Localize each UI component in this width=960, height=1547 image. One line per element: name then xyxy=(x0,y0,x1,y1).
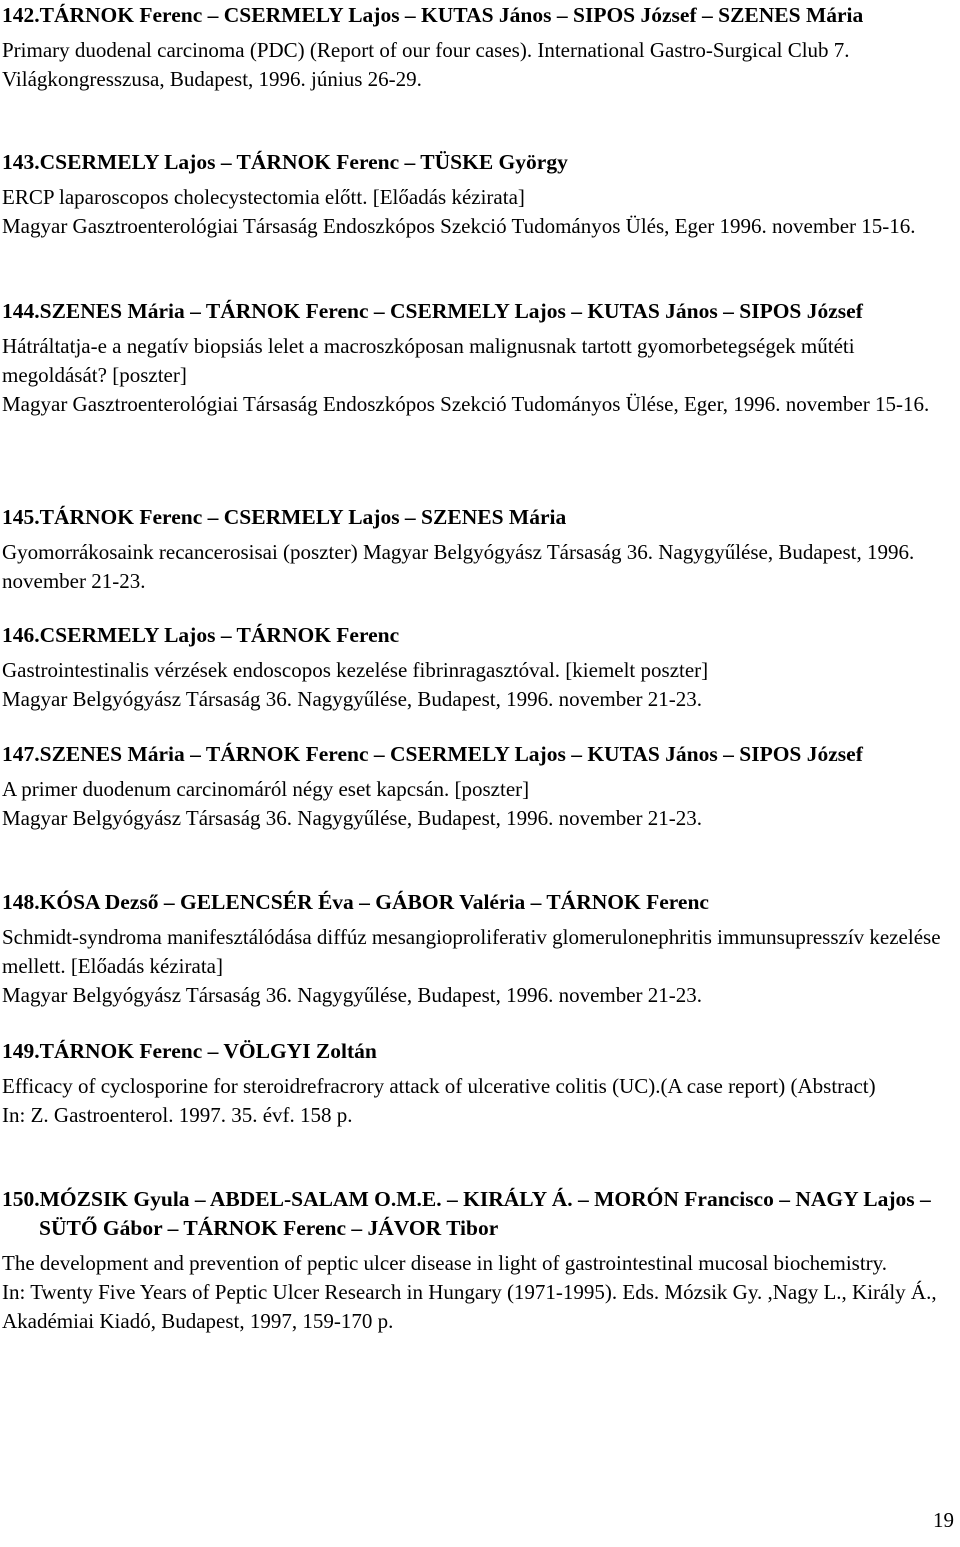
entry-authors: 142.TÁRNOK Ferenc – CSERMELY Lajos – KUTAS János – SIPOS József – SZENES Mária xyxy=(2,3,864,27)
entry-venue: Magyar Gasztroenterológiai Társaság Endoszkópos Szekció Tudományos Ülése, Eger, 1996. november 15-16. xyxy=(2,392,930,416)
entry-authors: 148.KÓSA Dezső – GELENCSÉR Éva – GÁBOR Valéria – TÁRNOK Ferenc xyxy=(2,890,709,914)
entry-venue: Magyar Belgyógyász Társaság 36. Nagygyűlése, Budapest, 1996. november 21-23. xyxy=(2,806,703,830)
entry-authors: 147.SZENES Mária – TÁRNOK Ferenc – CSERMELY Lajos – KUTAS János – SIPOS József xyxy=(2,742,863,766)
entry-authors: 150.MÓZSIK Gyula – ABDEL-SALAM O.M.E. – KIRÁLY Á. – MORÓN Francisco – NAGY Lajos – SÜTŐ Gábor – TÁRNOK Ferenc – JÁVOR Tibor xyxy=(2,1187,931,1240)
entry-title: Gyomorrákosaink recancerosisai (poszter) Magyar Belgyógyász Társaság 36. Nagygyűlése, Budapest, 1996. november 21-23. xyxy=(2,540,915,593)
page-number: 19 xyxy=(933,1508,954,1532)
bibliography-entry-148 xyxy=(2,888,957,1010)
entry-venue: Magyar Belgyógyász Társaság 36. Nagygyűlése, Budapest, 1996. november 21-23. xyxy=(2,983,703,1007)
entry-title: ERCP laparoscopos cholecystectomia előtt. [Előadás kézirata] xyxy=(2,185,525,209)
bibliography-entry-145 xyxy=(2,503,957,596)
entry-title: A primer duodenum carcinomáról négy eset kapcsán. [poszter] xyxy=(2,777,530,801)
bibliography-entry-144 xyxy=(2,297,957,419)
entry-title: Gastrointestinalis vérzések endoscopos kezelése fibrinragasztóval. [kiemelt poszter] xyxy=(2,658,709,682)
entry-title: The development and prevention of peptic ulcer disease in light of gastrointestinal mucosal biochemistry. xyxy=(2,1251,888,1275)
bibliography-entry-146 xyxy=(2,621,957,714)
bibliography-entry-149 xyxy=(2,1037,957,1130)
entry-title: Efficacy of cyclosporine for steroidrefracrory attack of ulcerative colitis (UC).(A case report) (Abstract) xyxy=(2,1074,876,1098)
entry-title: Hátráltatja-e a negatív biopsiás lelet a macroszkóposan malignusnak tartott gyomorbetegségek műtéti megoldását? [poszter] xyxy=(2,334,855,387)
bibliography-entry-150 xyxy=(2,1185,957,1336)
entry-venue: In: Twenty Five Years of Peptic Ulcer Research in Hungary (1971-1995). Eds. Mózsik Gy. ,Nagy L., Király Á., Akadémiai Kiadó, Budapest, 1997, 159-170 p. xyxy=(2,1280,937,1333)
bibliography-entry-147 xyxy=(2,740,957,833)
entry-venue: In: Z. Gastroenterol. 1997. 35. évf. 158 p. xyxy=(2,1103,353,1127)
entry-authors: 145.TÁRNOK Ferenc – CSERMELY Lajos – SZENES Mária xyxy=(2,505,567,529)
entry-authors: 149.TÁRNOK Ferenc – VÖLGYI Zoltán xyxy=(2,1039,377,1063)
entry-authors: 146.CSERMELY Lajos – TÁRNOK Ferenc xyxy=(2,623,400,647)
entry-title: Schmidt-syndroma manifesztálódása diffúz mesangioproliferativ glomerulonephritis immunsupresszív kezelése mellett. [Előadás kézirata] xyxy=(2,925,941,978)
entry-venue: Magyar Gasztroenterológiai Társaság Endoszkópos Szekció Tudományos Ülés, Eger 1996. november 15-16. xyxy=(2,214,916,238)
entry-title: Primary duodenal carcinoma (PDC) (Report of our four cases). International Gastro-Surgical Club 7. Világkongresszusa, Budapest, 1996. június 26-29. xyxy=(2,38,850,91)
entry-venue: Magyar Belgyógyász Társaság 36. Nagygyűlése, Budapest, 1996. november 21-23. xyxy=(2,687,703,711)
bibliography-entry-142 xyxy=(2,1,957,94)
entry-authors: 144.SZENES Mária – TÁRNOK Ferenc – CSERMELY Lajos – KUTAS János – SIPOS József xyxy=(2,299,863,323)
bibliography-entry-143 xyxy=(2,148,957,241)
entry-authors: 143.CSERMELY Lajos – TÁRNOK Ferenc – TÜSKE György xyxy=(2,150,568,174)
